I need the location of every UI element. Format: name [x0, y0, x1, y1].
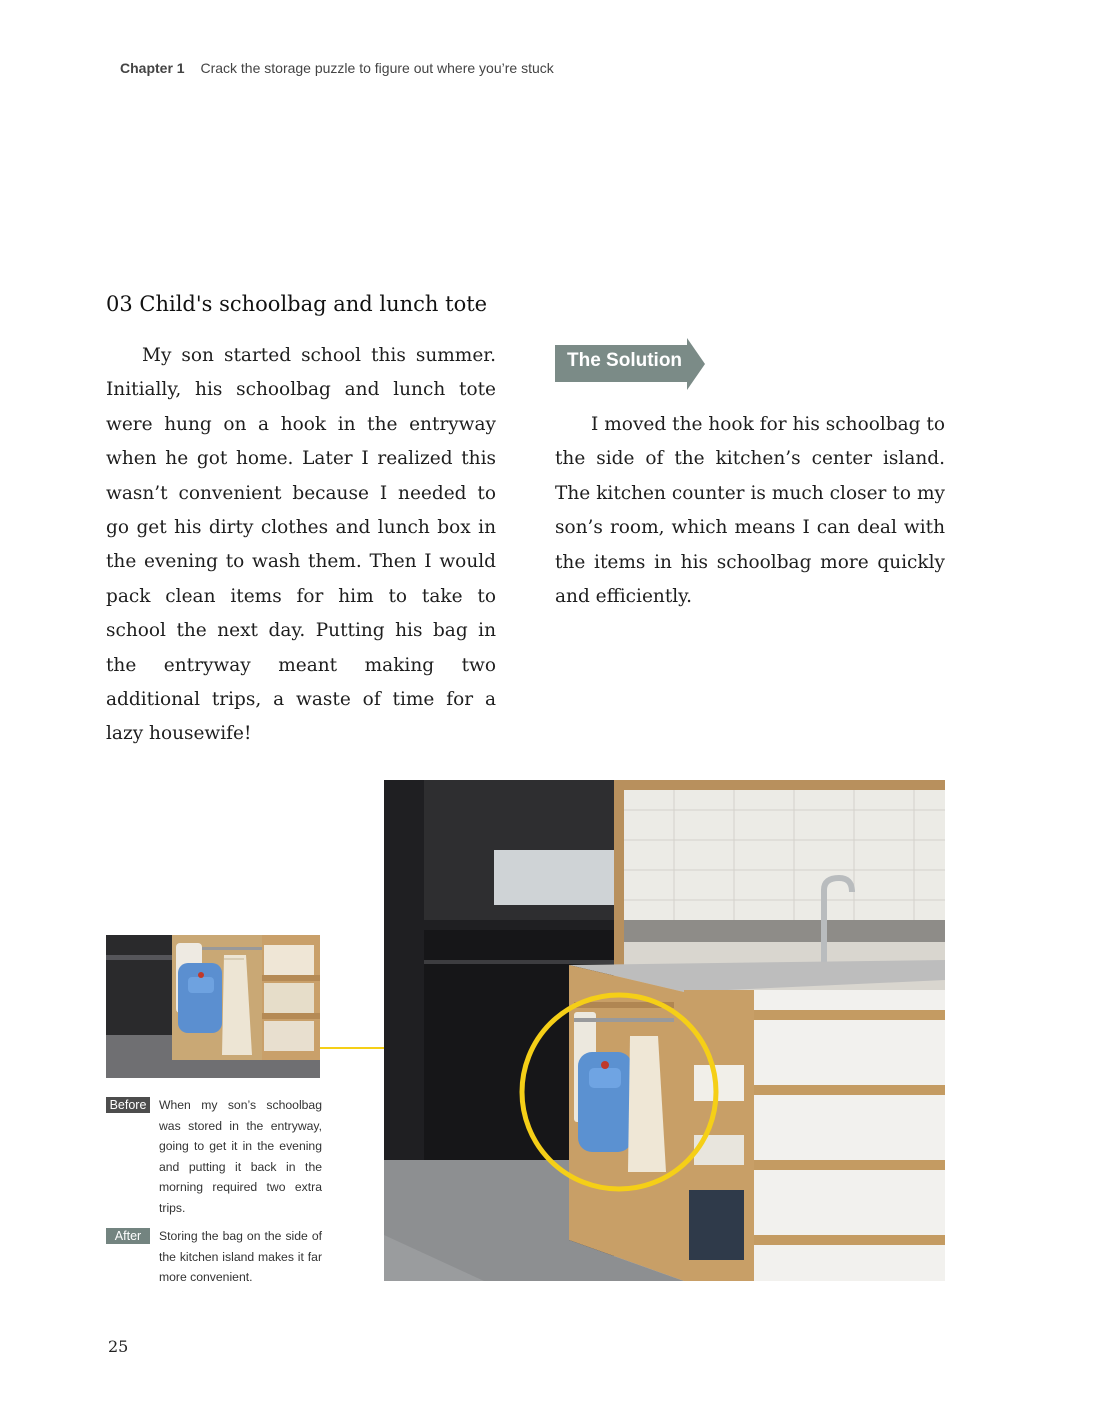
chapter-label: Chapter 1	[120, 60, 185, 76]
before-caption	[106, 1095, 322, 1218]
before-text: When my son’s schoolbag was stored in the entryway, going to get it in the evening and putting it back in the morning required two extra trips.	[159, 1098, 322, 1215]
before-photo	[106, 935, 320, 1078]
problem-paragraph: My son started school this summer. Initially, his schoolbag and lunch tote were hung on a hook in the entryway when he got home. Later I realized this wasn’t convenient because I needed to go get his dirty clothes and lunch box in the evening to wash them. Then I would pack clean items for him to take to school the next day. Putting his bag in the entryway meant making two additional trips, a waste of time for a lazy housewife!	[106, 345, 496, 745]
solution-paragraph: I moved the hook for his schoolbag to the side of the kitchen’s center island. The kitchen counter is much closer to my son’s room, which means I can deal with the items in his schoolbag more quickly and efficiently.	[555, 414, 945, 608]
chapter-title: Crack the storage puzzle to figure out where you’re stuck	[200, 60, 554, 76]
solution-label: The Solution	[567, 350, 683, 371]
after-text: Storing the bag on the side of the kitchen island makes it far more convenient.	[159, 1229, 322, 1284]
solution-banner	[555, 338, 705, 388]
after-tag: After	[106, 1228, 150, 1244]
problem-column	[106, 339, 496, 752]
section-title: 03 Child's schoolbag and lunch tote	[106, 292, 488, 316]
before-tag: Before	[106, 1097, 150, 1113]
solution-column	[555, 408, 945, 614]
kitchen-island-photo	[384, 780, 945, 1281]
after-caption	[106, 1226, 322, 1288]
page-number: 25	[108, 1337, 129, 1356]
running-header	[120, 60, 554, 76]
